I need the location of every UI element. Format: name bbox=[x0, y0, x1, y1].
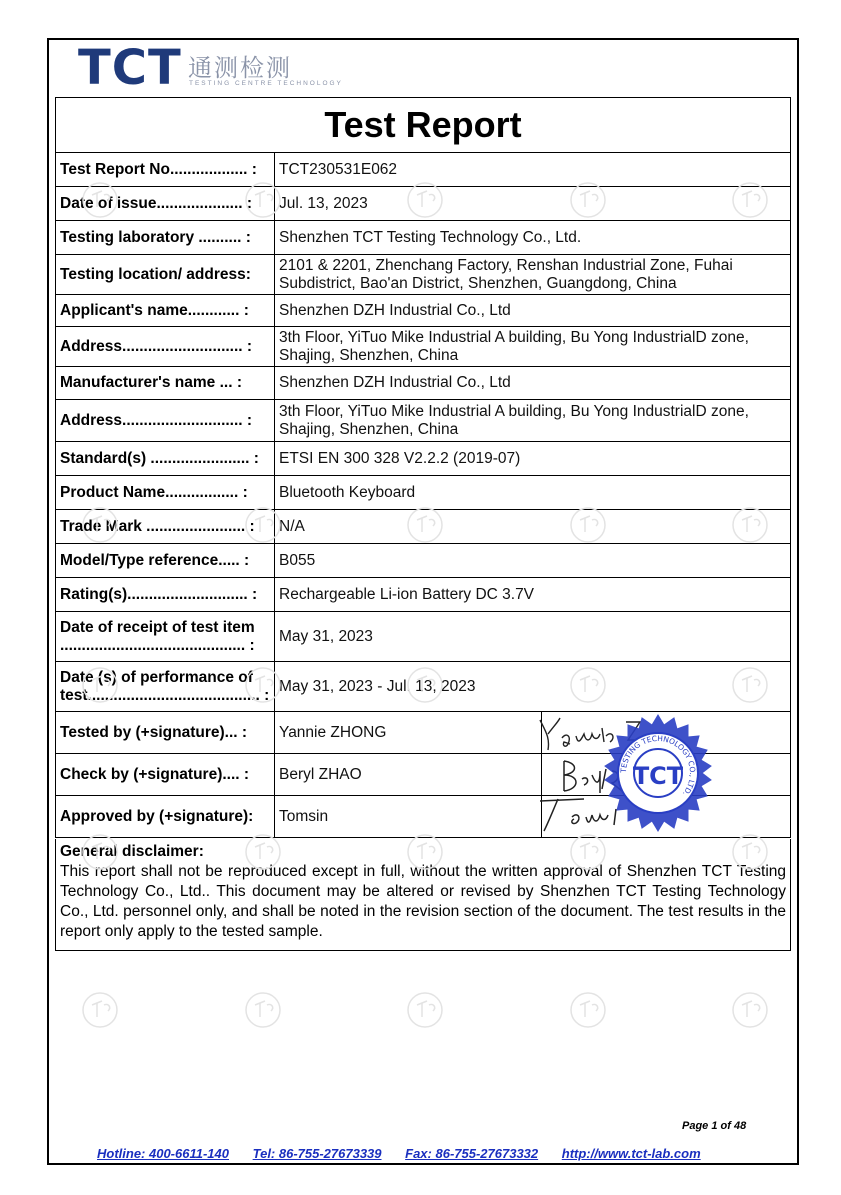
seal-text: TCT bbox=[632, 762, 684, 790]
footer-contacts bbox=[97, 1146, 721, 1161]
value-date-of-issue: Jul. 13, 2023 bbox=[275, 187, 791, 221]
value-testing-laboratory: Shenzhen TCT Testing Technology Co., Ltd. bbox=[275, 221, 791, 255]
label-approved-by: Approved by (+signature): bbox=[56, 796, 275, 838]
tct-watermark-icon bbox=[730, 505, 770, 545]
value-date-of-receipt: May 31, 2023 bbox=[275, 612, 791, 662]
value-check-by: Beryl ZHAO bbox=[275, 754, 542, 796]
tct-watermark-icon bbox=[730, 832, 770, 872]
label-testing-location: Testing location/ address: bbox=[56, 255, 275, 295]
label-tested-by: Tested by (+signature)... : bbox=[56, 712, 275, 754]
tct-watermark-icon bbox=[730, 180, 770, 220]
tct-watermark-icon bbox=[243, 180, 283, 220]
report-title: Test Report bbox=[56, 98, 791, 153]
value-report-no: TCT230531E062 bbox=[275, 153, 791, 187]
value-date-of-performance: May 31, 2023 - Jul. 13, 2023 bbox=[275, 662, 791, 712]
page-number: Page 1 of 48 bbox=[682, 1120, 747, 1132]
label-standards: Standard(s) ....................... : bbox=[56, 442, 275, 476]
tct-watermark-icon bbox=[568, 505, 608, 545]
label-applicant-name: Applicant's name............ : bbox=[56, 295, 275, 327]
tct-watermark-icon bbox=[730, 990, 770, 1030]
value-testing-location: 2101 & 2201, Zhenchang Factory, Renshan Industrial Zone, Fuhai Subdistrict, Bao'an District, Shenzhen, Guangdong, China bbox=[275, 255, 791, 295]
label-check-by: Check by (+signature).... : bbox=[56, 754, 275, 796]
value-approved-by: Tomsin bbox=[275, 796, 542, 838]
value-manufacturer-name: Shenzhen DZH Industrial Co., Ltd bbox=[275, 367, 791, 400]
tct-watermark-icon bbox=[405, 505, 445, 545]
tct-watermark-icon bbox=[80, 180, 120, 220]
tct-watermark-icon bbox=[730, 665, 770, 705]
disclaimer-heading: General disclaimer: bbox=[60, 843, 204, 860]
tct-watermark-icon bbox=[405, 180, 445, 220]
tct-watermark-icon bbox=[80, 990, 120, 1030]
label-trade-mark: Trade Mark ....................... : bbox=[56, 510, 275, 544]
tct-watermark-icon bbox=[405, 832, 445, 872]
label-applicant-address: Address............................ : bbox=[56, 327, 275, 367]
value-product-name: Bluetooth Keyboard bbox=[275, 476, 791, 510]
tct-watermark-icon bbox=[405, 990, 445, 1030]
logo-subtitle: TESTING CENTRE TECHNOLOGY bbox=[189, 80, 343, 87]
value-applicant-name: Shenzhen DZH Industrial Co., Ltd bbox=[275, 295, 791, 327]
tct-watermark-icon bbox=[568, 665, 608, 705]
value-tested-by: Yannie ZHONG bbox=[275, 712, 542, 754]
tct-watermark-icon bbox=[405, 665, 445, 705]
value-applicant-address: 3th Floor, YiTuo Mike Industrial A building, Bu Yong IndustrialD zone, Shajing, Shenzhen, China bbox=[275, 327, 791, 367]
seal-ring-text: TESTING TECHNOLOGY CO., LTD. bbox=[618, 733, 698, 798]
label-manufacturer-address: Address............................ : bbox=[56, 400, 275, 442]
footer-tel[interactable]: Tel: 86-755-27673339 bbox=[252, 1146, 382, 1161]
value-ratings: Rechargeable Li-ion Battery DC 3.7V bbox=[275, 578, 791, 612]
tct-watermark-icon bbox=[80, 665, 120, 705]
label-report-no: Test Report No.................. : bbox=[56, 153, 275, 187]
tct-watermark-icon bbox=[243, 665, 283, 705]
value-manufacturer-address: 3th Floor, YiTuo Mike Industrial A building, Bu Yong IndustrialD zone, Shajing, Shenzhen, China bbox=[275, 400, 791, 442]
tct-watermark-icon bbox=[568, 990, 608, 1030]
tct-watermark-icon bbox=[80, 832, 120, 872]
label-date-of-performance-text: Date (s) of performance of test........................................ : bbox=[60, 668, 270, 704]
footer-hotline[interactable]: Hotline: 400-6611-140 bbox=[97, 1146, 229, 1161]
footer-url-link[interactable]: http://www.tct-lab.com bbox=[561, 1146, 701, 1161]
label-ratings: Rating(s)............................ : bbox=[56, 578, 275, 612]
label-date-of-receipt-text: Date of receipt of test item ........................................... : bbox=[60, 618, 255, 654]
official-seal-icon bbox=[598, 713, 718, 849]
tct-watermark-icon bbox=[243, 832, 283, 872]
value-model-reference: B055 bbox=[275, 544, 791, 578]
label-product-name: Product Name................. : bbox=[56, 476, 275, 510]
label-testing-laboratory: Testing laboratory .......... : bbox=[56, 221, 275, 255]
value-trade-mark: N/A bbox=[275, 510, 791, 544]
tct-watermark-icon bbox=[80, 505, 120, 545]
tct-watermark-icon bbox=[243, 990, 283, 1030]
tct-watermark-icon bbox=[243, 505, 283, 545]
logo-chinese: 通测检测 bbox=[188, 54, 292, 82]
tct-watermark-icon bbox=[568, 180, 608, 220]
tct-watermark-icon bbox=[568, 832, 608, 872]
disclaimer-text: This report shall not be reproduced except in full, without the written approval of Shenzhen TCT Testing Technology Co., Ltd.. This document may be altered or revised by Shenzhen TCT Testing Technology Co., Ltd. personnel only, and shall be noted in the revision section of the document. The test results in the report only apply to the tested sample. bbox=[60, 863, 786, 940]
footer-fax[interactable]: Fax: 86-755-27673332 bbox=[405, 1146, 539, 1161]
label-manufacturer-name: Manufacturer's name ... : bbox=[56, 367, 275, 400]
value-standards: ETSI EN 300 328 V2.2.2 (2019-07) bbox=[275, 442, 791, 476]
label-date-of-issue: Date of issue.................... : bbox=[56, 187, 275, 221]
label-date-of-receipt bbox=[56, 612, 275, 662]
label-model-reference: Model/Type reference..... : bbox=[56, 544, 275, 578]
logo-brand: TCT bbox=[78, 40, 182, 96]
